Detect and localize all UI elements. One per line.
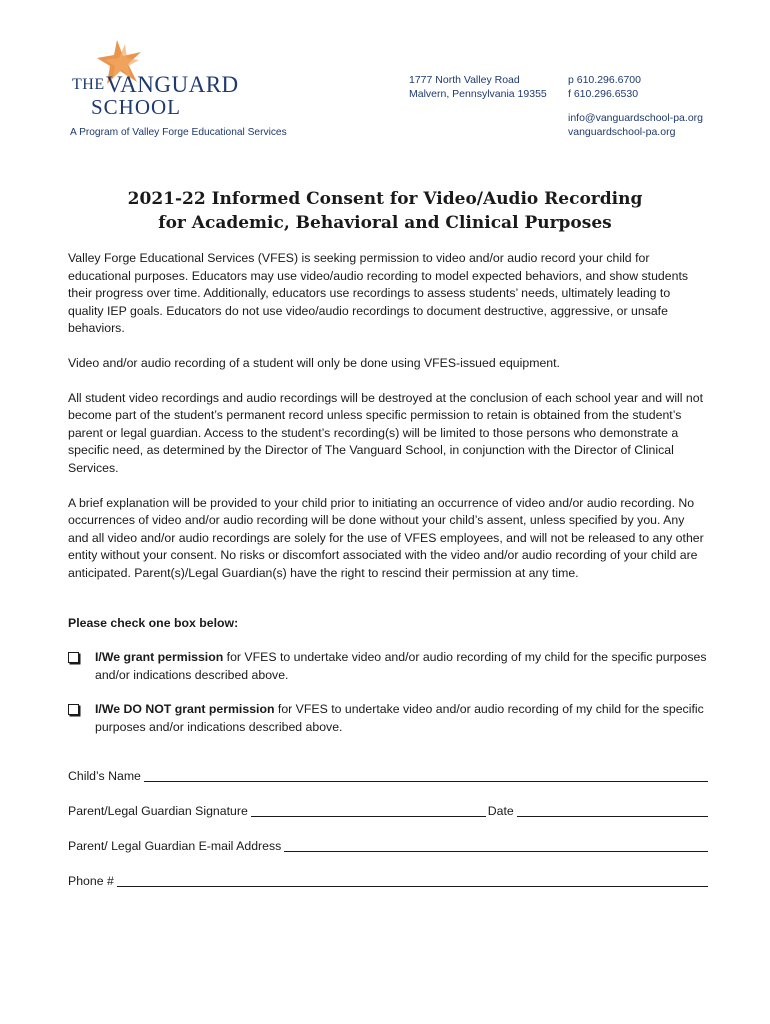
- paragraph: All student video recordings and audio recordings will be destroyed at the conclusion of each school year and will not become part of the student’s permanent record unless specific permission to retain is obtained from the student’s parent or legal guardian. Access to the student’s recording(s) will be limited to those persons who demonstrate a specific need, as determined by the Director of The Vanguard School, in conjunction with the Director of Clinical Services.: [68, 390, 704, 475]
- document-title: [0, 187, 770, 235]
- field-label: Parent/ Legal Guardian E-mail Address: [68, 838, 282, 853]
- deny-permission-option[interactable]: [68, 701, 708, 736]
- logo-the: THE: [72, 76, 105, 93]
- email-field[interactable]: [68, 837, 708, 855]
- fax-number: f 610.296.6530: [568, 88, 639, 100]
- child-name-field[interactable]: [68, 767, 708, 785]
- logo-school: SCHOOL: [91, 95, 182, 119]
- signature-field[interactable]: [68, 802, 708, 820]
- instruction-text: Please check one box below:: [68, 615, 239, 630]
- email-input[interactable]: [284, 850, 708, 852]
- logo-tagline: A Program of Valley Forge Educational Services: [70, 127, 287, 138]
- signature-input[interactable]: [251, 815, 486, 817]
- contact-info: [568, 73, 703, 139]
- phone-field[interactable]: [68, 872, 708, 890]
- logo-name: VANGUARD: [106, 72, 239, 97]
- field-label: Date: [487, 803, 514, 818]
- date-input[interactable]: [517, 815, 708, 817]
- grant-permission-option[interactable]: [68, 649, 708, 684]
- email-link[interactable]: info@vanguardschool-pa.org: [568, 112, 703, 124]
- address-line: Malvern, Pennsylvania 19355: [409, 88, 547, 100]
- website-link[interactable]: vanguardschool-pa.org: [568, 126, 676, 138]
- paragraph: Valley Forge Educational Services (VFES) is seeking permission to video and/or audio record your child for educational purposes. Educators may use video/audio recording to model expected behaviors, and show students their progress over time. Additionally, educators use recordings to assess students’ needs, ultimately leading to quality IEP goals. Educators do not use video/audio recordings to document destructive, aggressive, or unsafe behaviors.: [68, 251, 689, 336]
- document-body: [68, 250, 708, 907]
- title-line-2: for Academic, Behavioral and Clinical Purposes: [158, 213, 612, 233]
- field-label: Parent/Legal Guardian Signature: [68, 803, 248, 818]
- checkbox-icon[interactable]: [68, 704, 79, 715]
- option-text: for VFES to undertake video and/or audio recording of my child for the specific purposes and/or indications described above.: [95, 650, 707, 682]
- option-text: for VFES to undertake video and/or audio recording of my child for the specific purposes and/or indications described above.: [95, 702, 704, 734]
- address-line: 1777 North Valley Road: [409, 74, 520, 86]
- title-line-1: 2021-22 Informed Consent for Video/Audio Recording: [127, 189, 643, 209]
- phone-number: p 610.296.6700: [568, 74, 641, 86]
- paragraph: Video and/or audio recording of a student will only be done using VFES-issued equipment.: [68, 355, 560, 370]
- school-address: [409, 73, 547, 101]
- option-lead: I/We grant permission: [95, 650, 224, 665]
- field-label: Child’s Name: [68, 768, 141, 783]
- school-logo: [70, 40, 287, 140]
- option-lead: I/We DO NOT grant permission: [95, 702, 275, 717]
- phone-input[interactable]: [117, 885, 708, 887]
- child-name-input[interactable]: [144, 780, 708, 782]
- paragraph: A brief explanation will be provided to your child prior to initiating an occurrence of video and/or audio recording. No occurrences of video and/or audio recording will be done without your child’s assent, unless specified by you. Any and all video and/or audio recordings are solely for the use of VFES employees, and will not be released to any other entity without your consent. No risks or discomfort associated with the video and/or audio recording of your child are anticipated. Parent(s)/Legal Guardian(s) have the right to rescind their permission at any time.: [68, 495, 704, 580]
- field-label: Phone #: [68, 873, 114, 888]
- checkbox-icon[interactable]: [68, 652, 79, 663]
